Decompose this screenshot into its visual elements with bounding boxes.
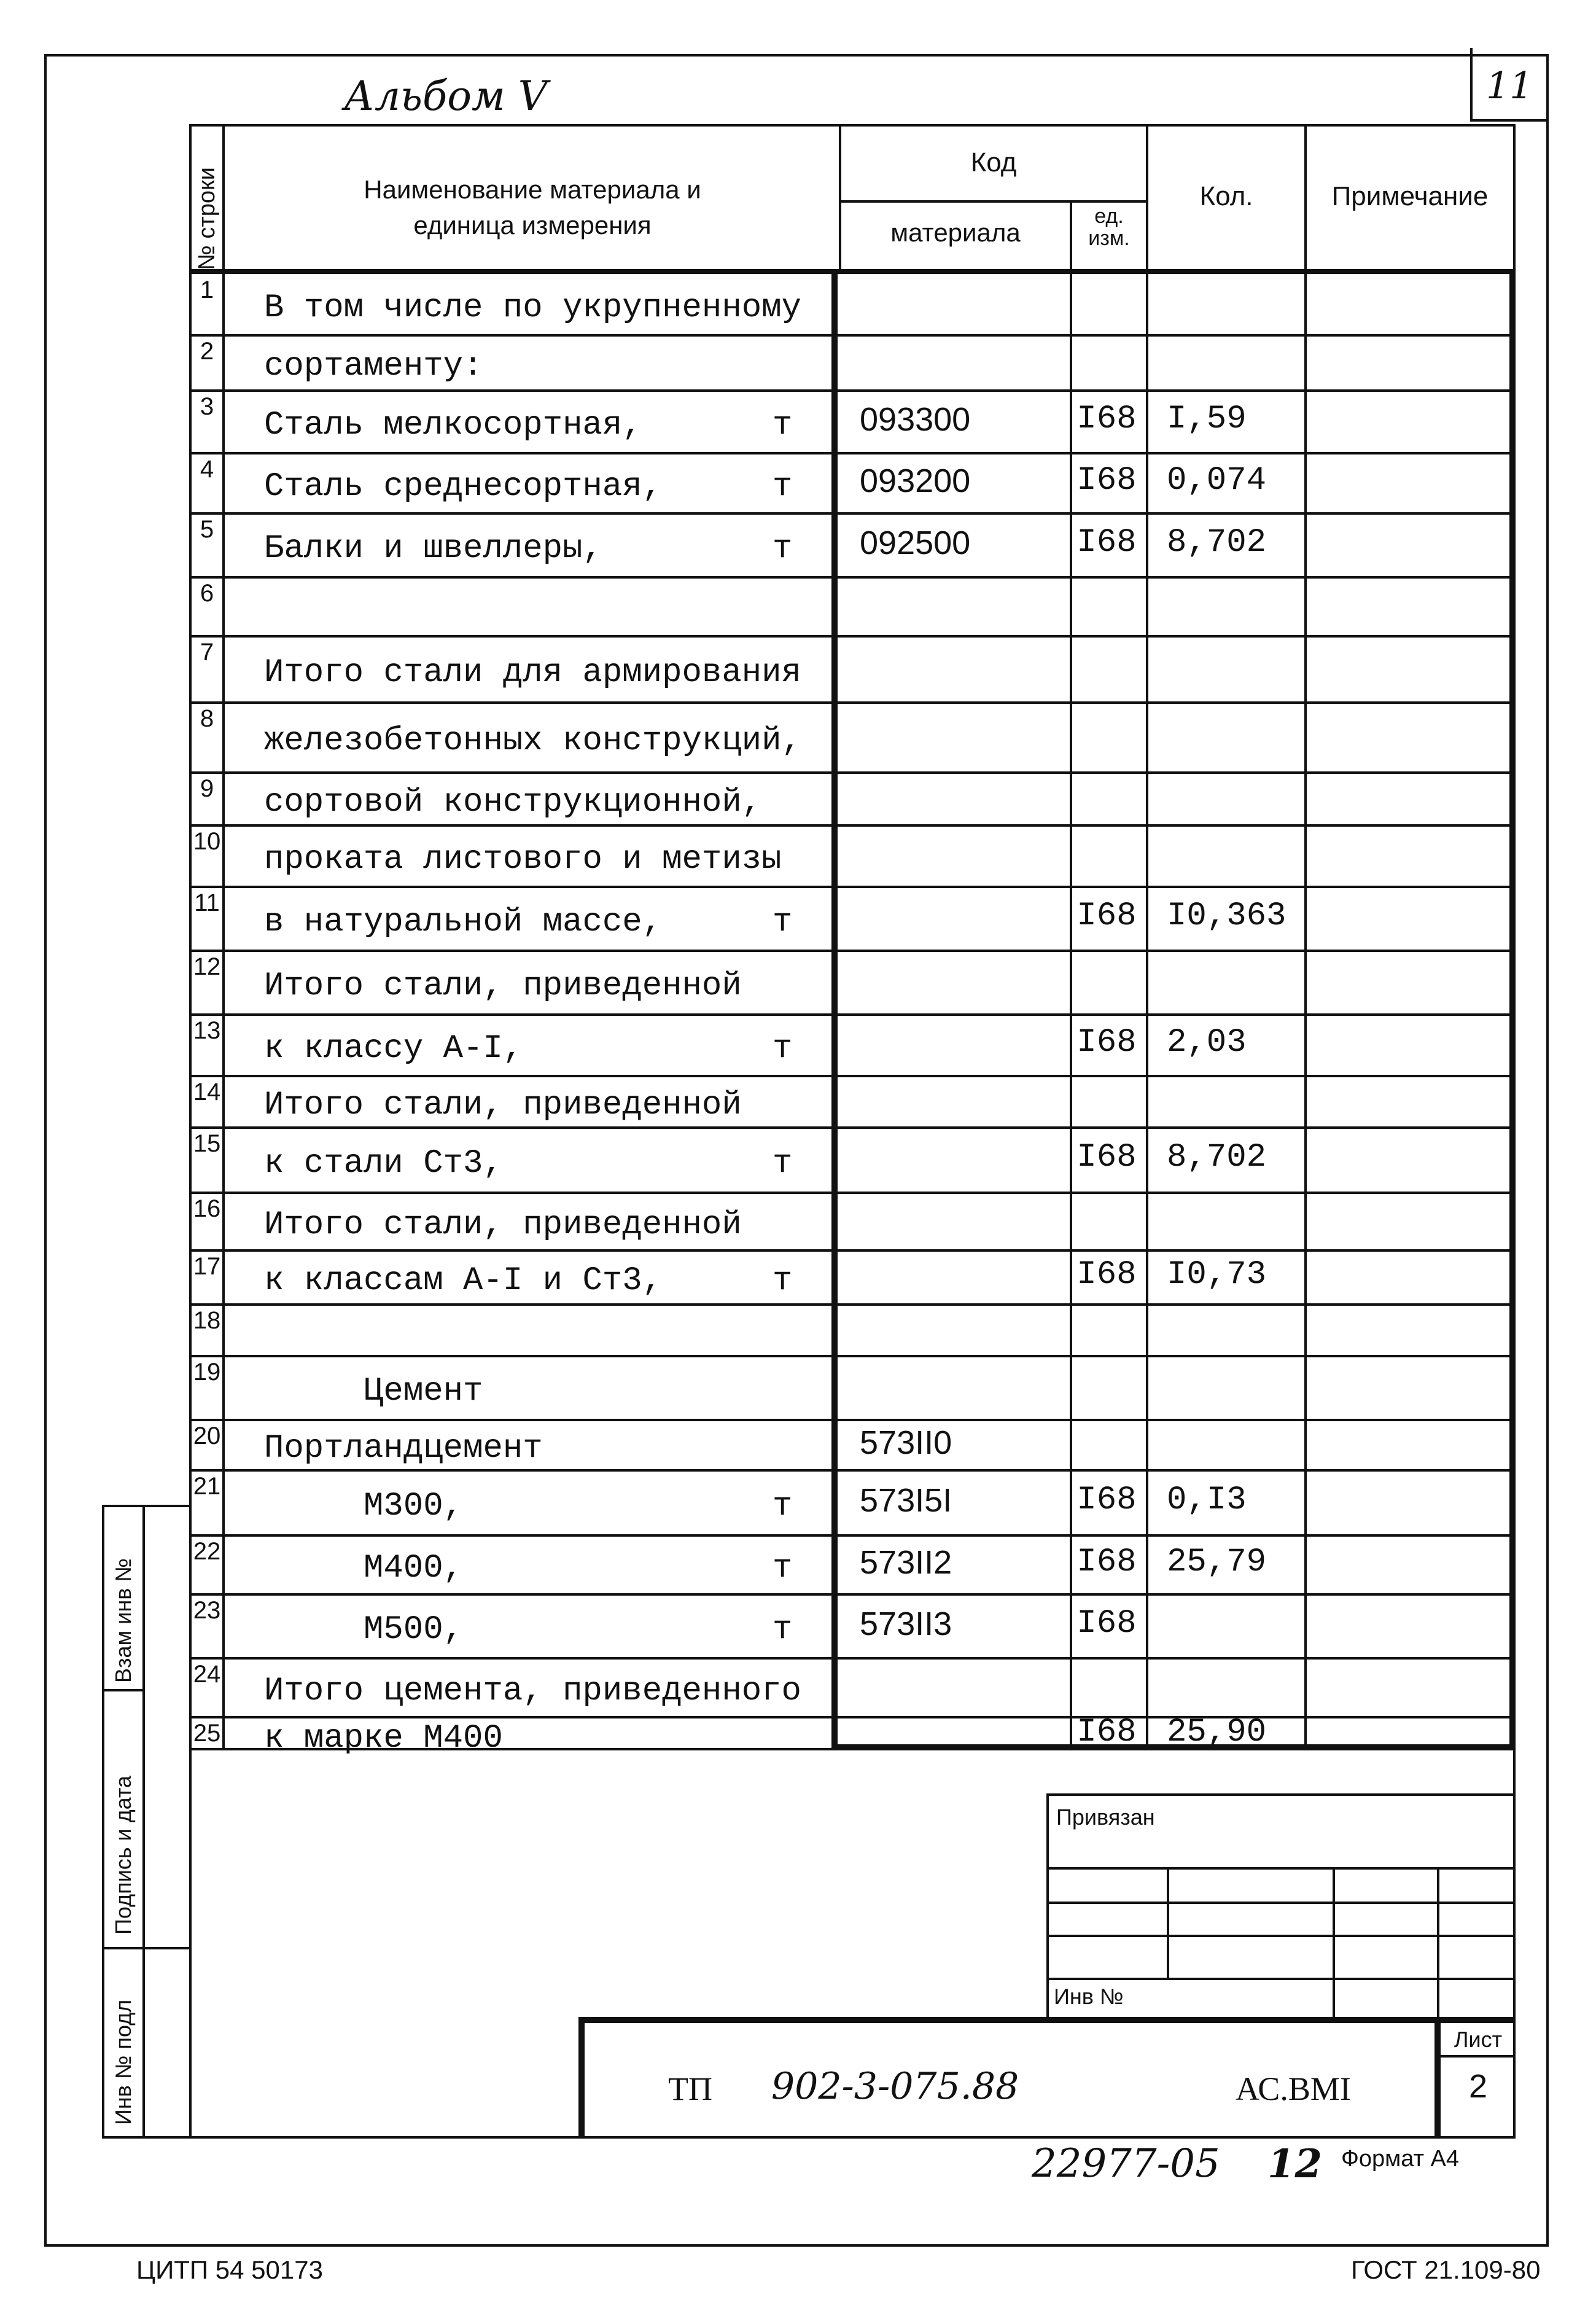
row-number: 11 [194,889,220,916]
row-number: 17 [193,1253,221,1280]
handwritten-page: 12 [1267,2141,1323,2187]
row-ed: I68 [1076,1543,1137,1581]
row-text: Балки и швеллеры, [264,530,602,568]
header-code-unit-line2: изм. [1088,227,1130,250]
list-value: 2 [1468,2068,1488,2105]
side-podpis-data: Подпись и дата [111,1776,136,1935]
header-code-material: материала [890,218,1021,247]
corner-box-bottom [1470,119,1549,122]
row-number: 23 [193,1597,221,1624]
privyazan-top [1046,1793,1516,1796]
row-ed: I68 [1076,1024,1137,1061]
row-unit: т [773,1488,793,1525]
doc-prefix: ТП [668,2070,712,2107]
side-stamp-div1 [102,1689,145,1691]
row-number: 16 [193,1195,221,1222]
row-number: 19 [193,1359,221,1386]
left-code: ЦИТП 54 50173 [136,2255,323,2284]
row-ed: I68 [1076,897,1137,935]
row-number: 12 [193,953,221,980]
col-rowno-divider [222,124,225,1750]
row-text: М500, [264,1611,464,1648]
row-qty: I0,363 [1167,897,1287,935]
row-text: в натуральной массе, [264,903,663,941]
row-qty: 0,I3 [1167,1481,1247,1519]
row-separator [189,1303,1516,1306]
titleblock-list-divider [1434,2017,1441,2139]
row-text: Итого стали для армирования [264,654,801,692]
privyazan-row3 [1046,1935,1516,1937]
row-unit: т [773,1611,793,1648]
header-qty: Кол. [1199,181,1253,211]
corner-box-left [1470,48,1473,120]
row-text: к марке М400 [264,1720,503,1757]
row-number: 9 [200,775,214,802]
row-separator [189,1534,1516,1537]
row-separator [189,576,1516,579]
side-stamp-left [102,1505,104,2139]
outer-frame-top [44,54,1549,57]
row-text: железобетонных конструкций, [264,722,801,760]
row-separator [189,512,1516,515]
header-note: Примечание [1331,181,1489,211]
row-number: 22 [193,1538,221,1565]
row-separator [189,886,1516,888]
body-note-divider [1304,271,1307,1746]
row-text: Итого стали, приведенной [264,967,742,1005]
row-qty: 8,702 [1167,524,1267,561]
side-stamp-bottom [102,2136,192,2139]
side-vzam-inv: Взам инв № [111,1558,136,1683]
doc-number: 902-3-075.88 [771,2065,1019,2108]
row-separator [189,1249,1516,1252]
row-separator [189,452,1516,454]
row-separator [189,334,1516,337]
row-text: к стали Ст3, [264,1145,503,1182]
row-ed: I68 [1076,1481,1137,1519]
row-qty: 8,702 [1167,1139,1267,1176]
row-separator [189,389,1516,392]
side-stamp-top [102,1505,192,1507]
titleblock-list-subdivider [1434,2055,1516,2058]
doc-mark: АС.ВМI [1236,2070,1351,2107]
row-unit: т [773,1145,793,1182]
row-ed: I68 [1076,1605,1137,1642]
row-text: Итого стали, приведенной [264,1086,742,1124]
row-number: 4 [200,456,214,483]
header-name-divider [839,124,841,271]
row-unit: т [773,530,793,568]
header-bottom-rule [189,269,1516,274]
row-number: 5 [200,516,214,543]
row-code: 573II2 [860,1544,952,1581]
row-separator [189,1192,1516,1194]
privyazan-col3 [1437,1867,1439,2021]
header-name [228,172,836,243]
row-unit: т [773,903,793,941]
inner-frame-top [189,124,1516,127]
side-stamp-mid [142,1505,145,2139]
privyazan-left [1046,1793,1049,2021]
row-unit: т [773,1550,793,1587]
row-text: Итого стали, приведенной [264,1206,742,1244]
row-number: 13 [193,1017,221,1044]
row-separator [189,950,1516,952]
row-number: 2 [200,338,214,365]
row-number: 15 [193,1130,221,1157]
row-number: 24 [193,1661,221,1688]
row-code: 573II0 [860,1424,952,1461]
row-text: В том числе по укрупненному [264,289,801,327]
row-code: 093200 [860,462,971,499]
row-ed: I68 [1076,1714,1137,1751]
row-separator [189,1469,1516,1472]
row-number: 14 [193,1079,221,1106]
row-separator [189,635,1516,638]
row-text: М400, [264,1550,464,1587]
row-separator [189,771,1516,774]
row-qty: I,59 [1167,400,1247,438]
row-separator [189,1013,1516,1016]
privyazan-col1 [1167,1867,1169,1978]
row-number: 20 [193,1422,221,1449]
header-name-line1: Наименование материала и [364,175,701,204]
row-separator [189,1075,1516,1077]
row-text: Итого цемента, приведенного [264,1672,801,1710]
header-code-unit [1072,205,1146,249]
row-text: Сталь среднесортная, [264,468,663,505]
body-thick-right [1509,271,1516,1750]
header-name-line2: единица измерения [413,211,652,240]
row-separator [189,701,1516,704]
inner-frame-bottom [189,2136,1516,2139]
row-code: 573I5I [860,1482,952,1519]
row-text: Сталь мелкосортная, [264,407,642,444]
row-number: 7 [200,639,214,666]
row-ed: I68 [1076,462,1137,499]
row-qty: 25,90 [1167,1714,1267,1751]
row-text: к классам А-I и Ст3, [264,1262,663,1300]
handwritten-number: 22977-05 [1032,2141,1220,2186]
row-unit: т [773,1262,793,1300]
privyazan-row2 [1046,1902,1516,1904]
row-separator [189,1126,1516,1129]
privyazan-col2 [1333,1867,1335,2021]
header-code-subdivider [839,200,1146,203]
row-number: 6 [200,580,214,607]
right-code: ГОСТ 21.109-80 [1351,2255,1541,2284]
row-text: М300, [264,1488,464,1525]
sheet-corner-number: 11 [1486,64,1533,107]
row-text: сортовой конструкционной, [264,784,762,821]
row-separator [189,1716,1516,1718]
privyazan-row1 [1046,1867,1516,1870]
row-ed: I68 [1076,524,1137,561]
row-unit: т [773,468,793,505]
row-number: 18 [193,1307,221,1334]
inv-no-label: Инв № [1054,1984,1124,2009]
row-ed: I68 [1076,1139,1137,1176]
header-row-no: № строки [194,167,220,270]
header-code: Код [970,147,1017,177]
titleblock-top [578,2017,1516,2023]
titleblock-left [578,2017,585,2139]
row-qty: I0,73 [1167,1256,1267,1293]
row-unit: т [773,1030,793,1067]
row-unit: т [773,407,793,444]
row-number: 8 [200,705,214,732]
row-ed: I68 [1076,1256,1137,1293]
row-text: Цемент [264,1373,483,1410]
privyazan-row4 [1046,1978,1516,1980]
outer-frame-bottom [44,2244,1549,2247]
outer-frame-right [1546,54,1549,2247]
row-separator [189,1355,1516,1357]
body-qty-divider [1146,271,1148,1746]
row-separator [189,1593,1516,1596]
row-qty: 0,074 [1167,462,1267,499]
row-separator [189,1419,1516,1421]
row-code: 092500 [860,525,971,561]
header-code-unit-line1: ед. [1094,205,1124,228]
row-ed: I68 [1076,400,1137,438]
side-stamp-div2 [102,1947,192,1949]
album-label: Альбом V [344,72,548,120]
row-qty: 25,79 [1167,1543,1267,1581]
format-label: Формат А4 [1341,2146,1460,2172]
row-text: к классу А-I, [264,1030,523,1067]
row-code: 093300 [860,401,971,438]
row-number: 10 [193,828,221,855]
list-label: Лист [1454,2027,1503,2052]
side-inv-podl: Инв № подл [111,1999,136,2125]
row-code: 573II3 [860,1605,952,1642]
row-text: сортаменту: [264,348,483,385]
row-separator [189,1657,1516,1660]
row-separator [189,824,1516,827]
row-number: 1 [200,276,214,303]
row-text: проката листового и метизы [264,841,782,878]
body-thick-left [831,271,838,1750]
row-text: Портландцемент [264,1430,543,1467]
row-number: 3 [200,393,214,420]
row-number: 21 [193,1473,221,1500]
row-qty: 2,03 [1167,1024,1247,1061]
row-number: 25 [193,1720,221,1747]
privyazan-label: Привязан [1056,1804,1155,1830]
outer-frame-left [44,54,47,2247]
